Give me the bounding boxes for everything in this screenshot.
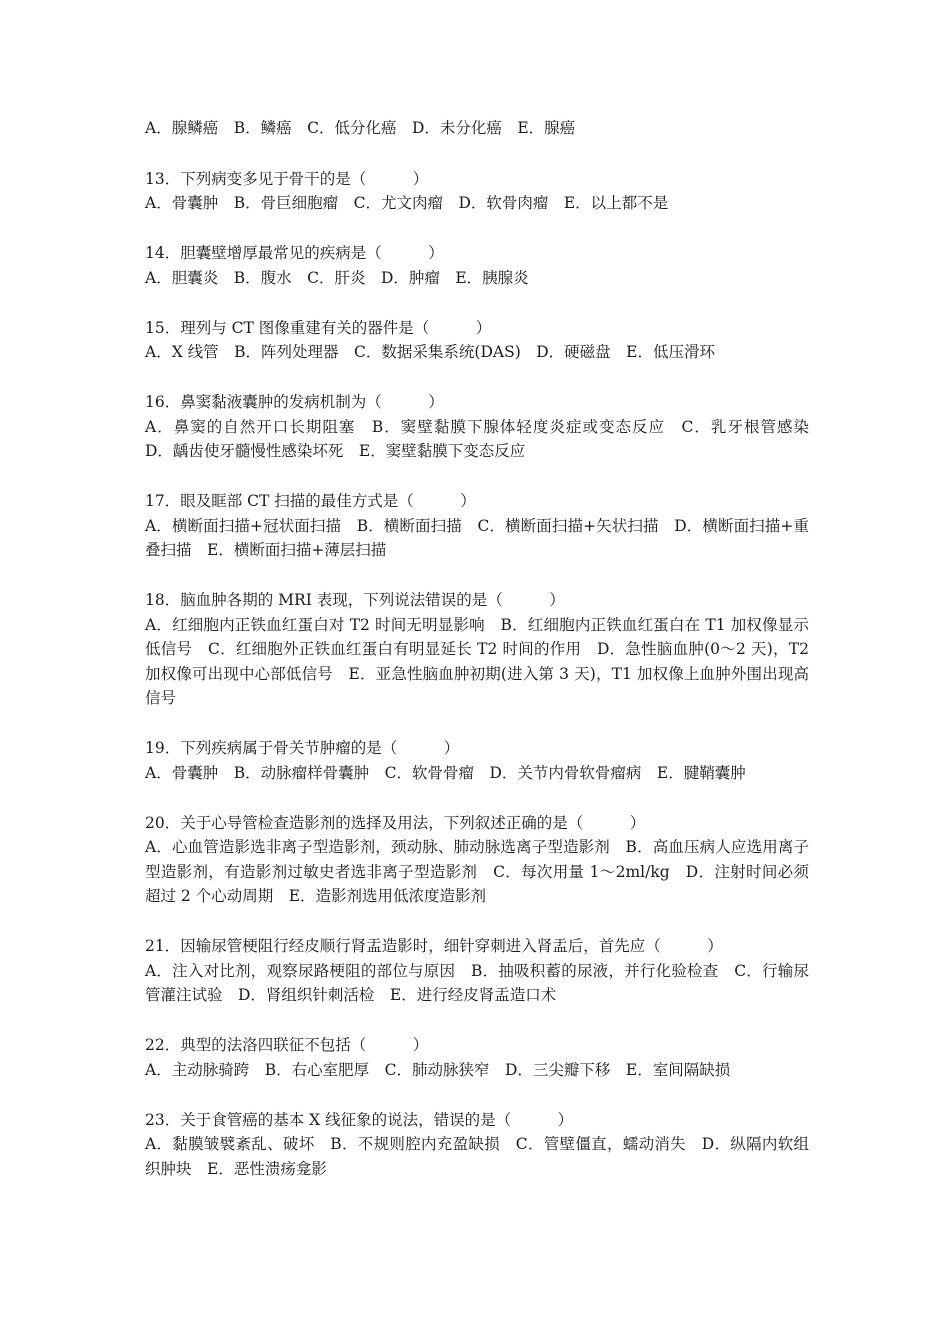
question-21 (145, 934, 809, 1008)
question-23 (145, 1108, 809, 1182)
exam-page (145, 116, 825, 1207)
question-options: A．红细胞内正铁血红蛋白对 T2 时间无明显影响 B．红细胞内正铁血红蛋白在 T1 加权像显示低信号 C．红细胞外正铁血红蛋白有明显延长 T2 时间的作用 D．急性脑血肿(0～2 天)，T2 加权像可出现中心部低信号 E．亚急性脑血肿初期(进入第 3 天)，T1 加权像上血肿外围出现高信号 (145, 615, 814, 707)
question-stem: 21．因输尿管梗阻行经皮顺行肾盂造影时，细针穿刺进入肾盂后，首先应（ ） (145, 937, 723, 955)
question-stem: 14．胆囊壁增厚最常见的疾病是（ ） (145, 244, 444, 262)
question-options: A．心血管造影选非离子型造影剂，颈动脉、肺动脉选离子型造影剂 B．高血压病人应选用离子型造影剂，有造影剂过敏史者选非离子型造影剂 C．每次用量 1～2ml/kg D．注射时间必须超过 2 个心动周期 E．造影剂选用低浓度造影剂 (145, 838, 809, 905)
question-options: A．胆囊炎 B．腹水 C．肝炎 D．肿瘤 E．胰腺炎 (145, 268, 529, 287)
question-20 (145, 811, 809, 909)
question-17 (145, 489, 809, 563)
question-19 (145, 736, 809, 785)
question-22 (145, 1033, 809, 1082)
question-options: A．骨囊肿 B．骨巨细胞瘤 C．尤文肉瘤 D．软骨肉瘤 E．以上都不是 (145, 194, 669, 212)
question-options: A．黏膜皱襞紊乱、破坏 B．不规则腔内充盈缺损 C．管壁僵直，蠕动消失 D．纵隔内软组织肿块 E．恶性溃疡龛影 (145, 1135, 809, 1178)
question-options: A．主动脉骑跨 B．右心室肥厚 C．肺动脉狭窄 D．三尖瓣下移 E．室间隔缺损 (145, 1060, 731, 1079)
question-stem: 23．关于食管癌的基本 X 线征象的说法，错误的是（ ） (145, 1110, 574, 1129)
question-16 (145, 390, 825, 464)
question-stem: 22．典型的法洛四联征不包括（ ） (145, 1036, 429, 1054)
question-18 (145, 588, 814, 711)
question-14 (145, 241, 809, 290)
previous-question-options: A．腺鳞癌 B．鳞癌 C．低分化癌 D．未分化癌 E．腺癌 (145, 119, 576, 137)
question-options: A．X 线管 B．阵列处理器 C．数据采集系统(DAS) D．硬磁盘 E．低压滑环 (145, 343, 715, 361)
question-options: A．注入对比剂，观察尿路梗阻的部位与原因 B．抽吸积蓄的尿液，并行化验检查 C．行输尿管灌注试验 D．肾组织针刺活检 E．进行经皮肾盂造口术 (145, 961, 809, 1004)
question-15 (145, 316, 809, 365)
question-stem: 18．脑血肿各期的 MRI 表现，下列说法错误的是（ ） (145, 591, 565, 609)
question-stem: 19．下列疾病属于骨关节肿瘤的是（ ） (145, 739, 460, 757)
question-options: A．骨囊肿 B．动脉瘤样骨囊肿 C．软骨骨瘤 D．关节内骨软骨瘤病 E．腱鞘囊肿 (145, 763, 746, 782)
question-options: A．横断面扫描+冠状面扫描 B．横断面扫描 C．横断面扫描+矢状扫描 D．横断面扫描+重叠扫描 E．横断面扫描+薄层扫描 (145, 516, 809, 559)
question-13 (145, 167, 809, 216)
question-stem: 17．眼及眶部 CT 扫描的最佳方式是（ ） (145, 492, 476, 510)
question-options: A．鼻窦的自然开口长期阻塞 B．窦壁黏膜下腺体轻度炎症或变态反应 C．乳牙根管感染 D．龋齿使牙髓慢性感染坏死 E．窦壁黏膜下变态反应 (145, 417, 825, 460)
question-stem: 16．鼻窦黏液囊肿的发病机制为（ ） (145, 393, 444, 411)
question-stem: 20．关于心导管检查造影剂的选择及用法，下列叙述正确的是（ ） (145, 813, 646, 832)
question-stem: 15．理列与 CT 图像重建有关的器件是（ ） (145, 318, 492, 337)
question-stem: 13．下列病变多见于骨干的是（ ） (145, 169, 429, 188)
